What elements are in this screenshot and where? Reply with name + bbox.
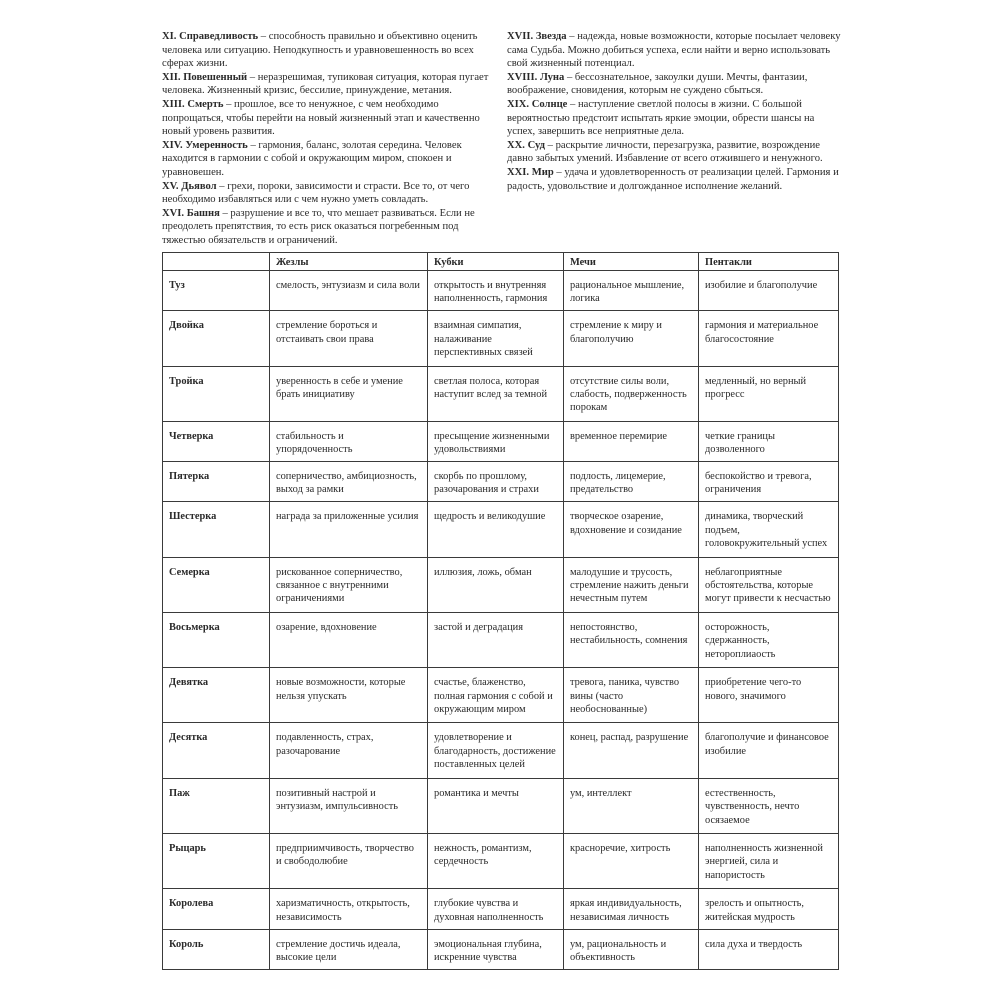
- card-name-cell: Пятерка: [163, 462, 270, 502]
- card-name-cell: Восьмерка: [163, 612, 270, 667]
- meaning-cell: озарение, вдохновение: [270, 612, 428, 667]
- card-name-cell: Туз: [163, 271, 270, 311]
- table-row: [163, 778, 839, 833]
- card-name-cell: Двойка: [163, 311, 270, 366]
- table-row: [163, 311, 839, 366]
- meaning-cell: стремление к миру и благополучию: [564, 311, 699, 366]
- meaning-cell: отсутствие силы воли, слабость, подверженность порокам: [564, 366, 699, 421]
- meaning-cell: романтика и мечты: [428, 778, 564, 833]
- arcana-entry: XVIII. Луна – бессознательное, закоулки души. Мечты, фантазии, воображение, сновидения, которым не суждено сбыться.: [507, 71, 808, 97]
- meaning-cell: ум, рациональность и объективность: [564, 929, 699, 969]
- card-name-cell: Король: [163, 929, 270, 969]
- meaning-cell: медленный, но верный прогресс: [699, 366, 839, 421]
- table-row: [163, 557, 839, 612]
- arcana-entry: XIV. Умеренность – гармония, баланс, золотая середина. Человек находится в гармонии с собой и окружающим миром, спокоен и уравновешен.: [162, 139, 462, 178]
- meaning-cell: творческое озарение, вдохновение и созидание: [564, 502, 699, 557]
- meaning-cell: рациональное мышление, логика: [564, 271, 699, 311]
- header-cell-cups: Кубки: [428, 253, 564, 271]
- table-row: [163, 834, 839, 889]
- meaning-cell: застой и деградация: [428, 612, 564, 667]
- meaning-cell: рискованное соперничество, связанное с внутренними ограничениями: [270, 557, 428, 612]
- card-name-cell: Четверка: [163, 421, 270, 461]
- card-name-cell: Шестерка: [163, 502, 270, 557]
- meaning-cell: яркая индивидуальность, независимая личность: [564, 889, 699, 929]
- meaning-cell: соперничество, амбициозность, выход за рамки: [270, 462, 428, 502]
- meaning-cell: награда за приложенные усилия: [270, 502, 428, 557]
- meaning-cell: беспокойство и тревога, ограничения: [699, 462, 839, 502]
- meaning-cell: нежность, романтизм, сердечность: [428, 834, 564, 889]
- meaning-cell: пресыщение жизненными удовольствиями: [428, 421, 564, 461]
- meaning-cell: зрелость и опытность, житейская мудрость: [699, 889, 839, 929]
- meaning-cell: неблагоприятные обстоятельства, которые могут привести к несчастью: [699, 557, 839, 612]
- meaning-cell: иллюзия, ложь, обман: [428, 557, 564, 612]
- meaning-cell: счастье, блаженство, полная гармония с собой и окружающим миром: [428, 668, 564, 723]
- arcana-entry: XX. Суд – раскрытие личности, перезагрузка, развитие, возрождение давно забытых умений. Избавление от всего отжившего и ненужного.: [507, 139, 823, 165]
- meaning-cell: эмоциональная глубина, искренние чувства: [428, 929, 564, 969]
- meaning-cell: удовлетворение и благодарность, достижение поставленных целей: [428, 723, 564, 778]
- card-name-cell: Десятка: [163, 723, 270, 778]
- meaning-cell: ум, интеллект: [564, 778, 699, 833]
- meaning-cell: красноречие, хитрость: [564, 834, 699, 889]
- card-name-cell: Паж: [163, 778, 270, 833]
- header-cell-wands: Жезлы: [270, 253, 428, 271]
- arcana-entry: XVI. Башня – разрушение и все то, что мешает развиваться. Если не преодолеть препятствия, то есть риск оказаться погребенным под тяжестью обязательств и ограничений.: [162, 207, 475, 246]
- table-row: [163, 462, 839, 502]
- table-row: [163, 271, 839, 311]
- meaning-cell: осторожность, сдержанность, нетороплиаость: [699, 612, 839, 667]
- meaning-cell: временное перемирие: [564, 421, 699, 461]
- table-body: [163, 271, 839, 970]
- meaning-cell: приобретение чего-то нового, значимого: [699, 668, 839, 723]
- meaning-cell: гармония и материальное благосостояние: [699, 311, 839, 366]
- meaning-cell: непостоянство, нестабильность, сомнения: [564, 612, 699, 667]
- meaning-cell: открытость и внутренняя наполненность, гармония: [428, 271, 564, 311]
- meaning-cell: новые возможности, которые нельзя упускать: [270, 668, 428, 723]
- arcana-entry: XXI. Мир – удача и удовлетворенность от реализации целей. Гармония и радость, удовольствие и долгожданное исполнение желаний.: [507, 166, 839, 192]
- meaning-cell: динамика, творческий подъем, головокружительный успех: [699, 502, 839, 557]
- meaning-cell: изобилие и благополучие: [699, 271, 839, 311]
- table-row: [163, 889, 839, 929]
- meaning-cell: малодушие и трусость, стремление нажить деньги нечестным путем: [564, 557, 699, 612]
- arcana-entry: XVII. Звезда – надежда, новые возможности, которые посылает человеку сама Судьба. Можно добиться успеха, если найти и верно использовать свой жизненный потенциал.: [507, 31, 841, 70]
- meaning-cell: естественность, чувственность, нечто осязаемое: [699, 778, 839, 833]
- meaning-cell: предприимчивость, творчество и свободолюбие: [270, 834, 428, 889]
- table-row: [163, 612, 839, 667]
- meaning-cell: уверенность в себе и умение брать инициативу: [270, 366, 428, 421]
- arcana-column-right: [507, 30, 843, 193]
- card-name-cell: Семерка: [163, 557, 270, 612]
- meaning-cell: взаимная симпатия, налаживание перспективных связей: [428, 311, 564, 366]
- header-cell-empty: [163, 253, 270, 271]
- header-cell-pentacles: Пентакли: [699, 253, 839, 271]
- card-name-cell: Рыцарь: [163, 834, 270, 889]
- meaning-cell: позитивный настрой и энтузиазм, импульсивность: [270, 778, 428, 833]
- meaning-cell: конец, распад, разрушение: [564, 723, 699, 778]
- card-name-cell: Королева: [163, 889, 270, 929]
- table-row: [163, 421, 839, 461]
- meaning-cell: наполненность жизненной энергией, сила и напористость: [699, 834, 839, 889]
- table-header-row: [163, 253, 839, 271]
- minor-arcana-table: [162, 252, 839, 970]
- table-row: [163, 723, 839, 778]
- table-row: [163, 929, 839, 969]
- card-name-cell: Тройка: [163, 366, 270, 421]
- table-row: [163, 502, 839, 557]
- meaning-cell: подавленность, страх, разочарование: [270, 723, 428, 778]
- meaning-cell: стабильность и упорядоченность: [270, 421, 428, 461]
- arcana-entry: XI. Справедливость – способность правильно и объективно оценить человека или ситуацию. Неподкупность и уравновешенность во всех сферах жизни.: [162, 31, 478, 70]
- arcana-entry: XIII. Смерть – прошлое, все то ненужное, с чем необходимо попрощаться, чтобы перейти на новый жизненный этап и качественно новый уровень развития.: [162, 98, 480, 138]
- card-name-cell: Девятка: [163, 668, 270, 723]
- arcana-entry: XIX. Солнце – наступление светлой полосы в жизни. С большой вероятностью предстоит испытать яркие эмоции, обрести шансы на успех, завершить все неприятные дела.: [507, 98, 815, 138]
- meaning-cell: четкие границы дозволенного: [699, 421, 839, 461]
- meaning-cell: светлая полоса, которая наступит вслед за темной: [428, 366, 564, 421]
- arcana-entry: XV. Дьявол – грехи, пороки, зависимости и страсти. Все то, от чего необходимо избавляться или с чем нужно уметь совладать.: [162, 180, 470, 206]
- meaning-cell: смелость, энтузиазм и сила воли: [270, 271, 428, 311]
- table-row: [163, 366, 839, 421]
- arcana-entry: XII. Повешенный – неразрешимая, тупиковая ситуация, которая пугает человека. Жизненный кризис, бессилие, принуждение, метания.: [162, 71, 489, 97]
- meaning-cell: глубокие чувства и духовная наполненность: [428, 889, 564, 929]
- meaning-cell: харизматичность, открытость, независимость: [270, 889, 428, 929]
- meaning-cell: сила духа и твердость: [699, 929, 839, 969]
- header-cell-swords: Мечи: [564, 253, 699, 271]
- table-row: [163, 668, 839, 723]
- meaning-cell: подлость, лицемерие, предательство: [564, 462, 699, 502]
- meaning-cell: стремление достичь идеала, высокие цели: [270, 929, 428, 969]
- meaning-cell: стремление бороться и отстаивать свои права: [270, 311, 428, 366]
- meaning-cell: благополучие и финансовое изобилие: [699, 723, 839, 778]
- meaning-cell: тревога, паника, чувство вины (часто необоснованные): [564, 668, 699, 723]
- meaning-cell: щедрость и великодушие: [428, 502, 564, 557]
- arcana-column-left: [162, 30, 498, 248]
- meaning-cell: скорбь по прошлому, разочарования и страхи: [428, 462, 564, 502]
